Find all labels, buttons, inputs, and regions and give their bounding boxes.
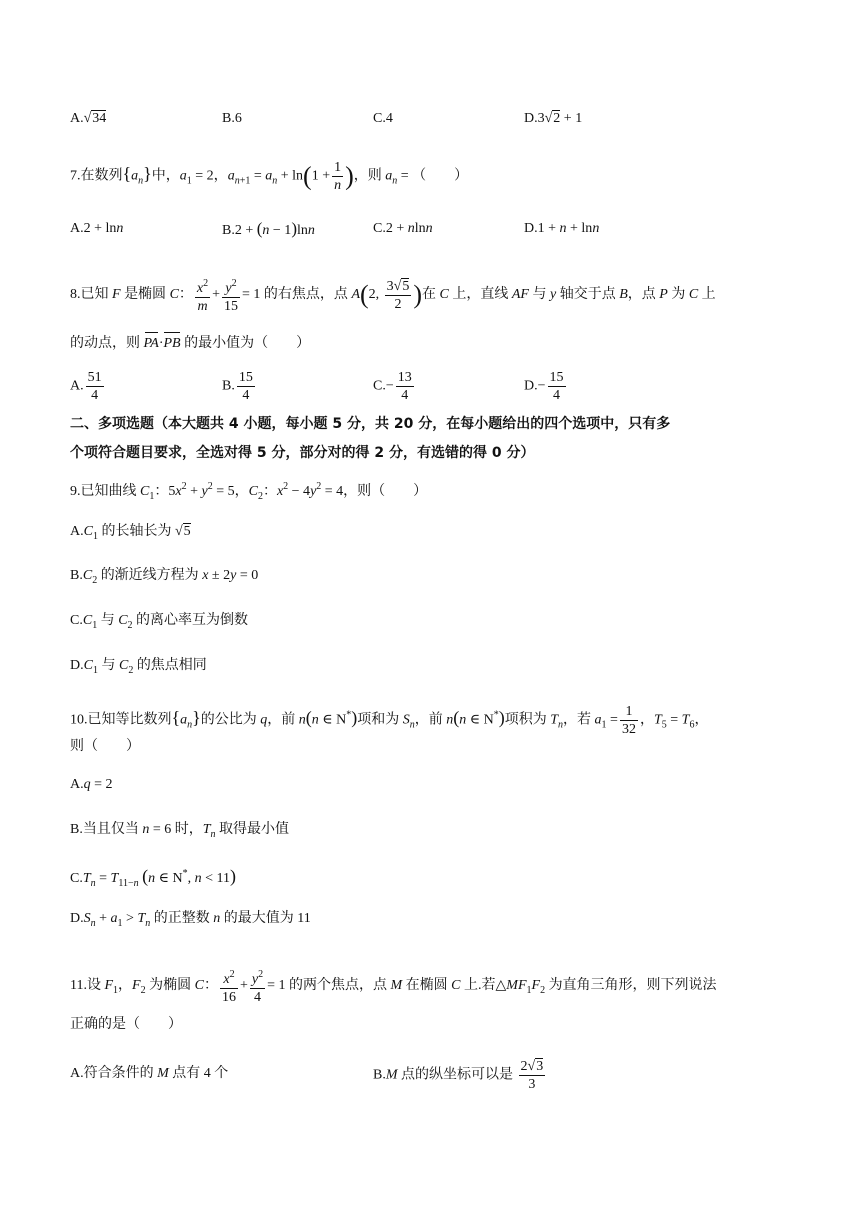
q9-option-a: $A.C_1$ 的长轴长为 √5	[70, 524, 191, 542]
q8-option-d: D.− $\frac{15}{4}$	[524, 370, 564, 403]
q9-stem: 9.已知曲线 $C_1$：$5x^2 + y^2 = 5$，$C_2$：$x^2 - 4y^2 = 4$，则（ ）	[70, 481, 428, 502]
section-heading-line2: 个项符合题目要求，全选对得 5 分，部分对的得 2 分，有选错的得 0 分）	[70, 445, 535, 461]
q11-stem-line2: 正确的是（ ）	[70, 1017, 182, 1032]
q10-option-d: $D.S_n + a_1 > T_n$ 的正整数 n 的最大值为 11	[70, 911, 311, 929]
q8-option-c: C.− $\frac{13}{4}$	[373, 370, 412, 403]
q11-stem-line1: 11.设 $F_1$，$F_2$ 为椭圆 C： $\frac{x^2}{16}$ + $\frac{y^2}{4}$ = 1 的两个焦点，点 M 在椭圆 C 上.若$\triangle MF_1F_2$ 为直角三角形，则下列说法	[70, 966, 717, 1006]
q6-option-b: B.6	[222, 111, 242, 126]
q6-option-a: A.√34	[70, 111, 107, 126]
q9-option-b: $B.C_2$ 的渐近线方程为 x ± 2y = 0	[70, 568, 259, 586]
q8-stem-line2: 的动点，则 PA·PB 的最小值为（ ）	[70, 334, 310, 354]
q11-option-a: A.符合条件的 M 点有 4 个	[70, 1066, 229, 1081]
q10-stem-line1: 10.已知等比数列$\{a_n\}$的公比为 q，前 n(n ∈ N*)项和为 $S_n$，前 n(n ∈ N*)项积为 $T_n$，若 $a_1$ = $\frac{1}{32}$ ，$T_5 = T_6$，	[70, 704, 709, 737]
q10-option-c: $C.T_n = T_{11-n}$ (n ∈ N*, n < 11)	[70, 866, 236, 889]
q7-option-b: B.2 + (n − 1)lnn	[222, 219, 315, 238]
q7-option-c: C.2 + nlnn	[373, 221, 433, 236]
q6-option-d: D.3√2 + 1	[524, 111, 583, 126]
q8-option-a: A. $\frac{51}{4}$	[70, 370, 102, 403]
q8-option-b: B. $\frac{15}{4}$	[222, 370, 253, 403]
q10-option-a: A.q = 2	[70, 777, 113, 792]
q7-stem: 7.在数列$\{a_n\}$中，$a_1 = 2$，$a_{n+1} = a_n + \ln(1$ + $\frac{1}{n}$ )，则 $a_n$ = （ ）	[70, 160, 469, 193]
q10-option-b: B.当且仅当 n = 6 时，$T_n$ 取得最小值	[70, 822, 290, 840]
q7-option-a: A.2 + lnn	[70, 221, 124, 236]
section-heading-line1: 二、多项选题（本大题共 4 小题，每小题 5 分，共 20 分，在每小题给出的四个选项中，只有多	[70, 416, 671, 432]
q11-option-b: B.M 点的纵坐标可以是 $\frac{2√3}{3}$	[373, 1059, 544, 1092]
q6-option-c: C.4	[373, 111, 393, 126]
q9-option-d: $D.C_1$ 与 $C_2$ 的焦点相同	[70, 658, 207, 676]
q10-stem-line2: 则（ ）	[70, 739, 140, 754]
q8-stem-line1: 8.已知 F 是椭圆 C： $\frac{x^2}{m}$ + $\frac{y^2}{15}$ = 1 的右焦点，点 A(2, $\frac{3√5}{2}$ )在 C 上，直线 AF 与 y 轴交于点 B，点 P 为 C 上	[70, 275, 716, 315]
q9-option-c: $C.C_1$ 与 $C_2$ 的离心率互为倒数	[70, 613, 249, 631]
q7-option-d: D.1 + n + lnn	[524, 221, 600, 236]
